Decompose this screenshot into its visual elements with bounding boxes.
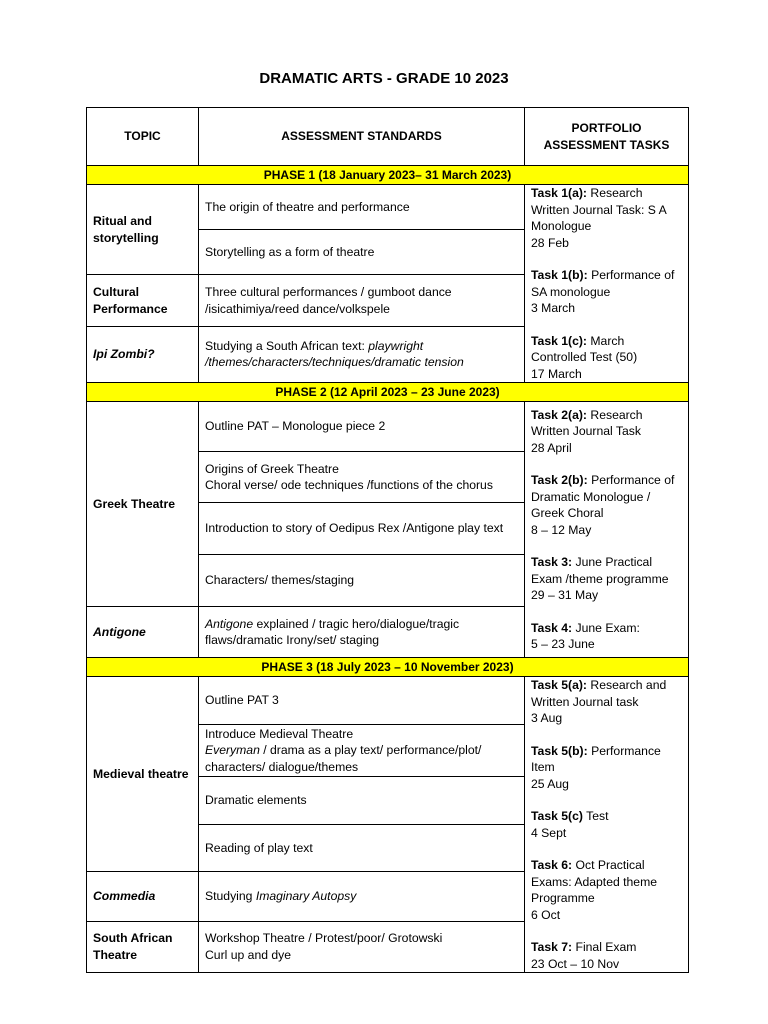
standard-cell: Outline PAT 3 <box>199 677 525 725</box>
topic-cell: Antigone <box>87 607 199 658</box>
table-row <box>87 185 689 230</box>
table-row <box>87 677 689 725</box>
header-topic: TOPIC <box>87 108 199 166</box>
standard-cell: Studying a South African text: playwright /themes/characters/techniques/dramatic tension <box>199 326 525 382</box>
task-item: Task 2(a): Research Written Journal Task 28 April <box>531 407 643 455</box>
task-item: Task 7: Final Exam 23 Oct – 10 Nov <box>531 940 637 971</box>
standard-cell: Three cultural performances / gumboot dance /isicathimiya/reed dance/volkspele <box>199 275 525 326</box>
task-item: Task 3: June Practical Exam /theme programme 29 – 31 May <box>531 555 669 602</box>
standard-cell: Outline PAT – Monologue piece 2 <box>199 402 525 452</box>
standard-cell: Storytelling as a form of theatre <box>199 230 525 275</box>
header-tasks: PORTFOLIO ASSESSMENT TASKS <box>525 108 689 166</box>
phase-2-label: PHASE 2 (12 April 2023 – 23 June 2023) <box>87 383 689 402</box>
topic-cell: Medieval theatre <box>87 677 199 872</box>
standard-cell: Characters/ themes/staging <box>199 555 525 607</box>
topic-cell: Ipi Zombi? <box>87 326 199 382</box>
schedule-table <box>86 107 689 973</box>
phase-row <box>87 658 689 677</box>
standard-cell: Studying Imaginary Autopsy <box>199 872 525 921</box>
tasks-cell <box>525 677 689 973</box>
task-item: Task 1(b): Performance of SA monologue 3 March <box>531 268 675 315</box>
standard-cell: Introduce Medieval Theatre Everyman / drama as a play text/ performance/plot/ characters/ dialogue/themes <box>199 725 525 776</box>
standard-cell: Antigone explained / tragic hero/dialogue/tragic flaws/dramatic Irony/set/ staging <box>199 607 525 658</box>
phase-row <box>87 166 689 185</box>
document-title: DRAMATIC ARTS - GRADE 10 2023 <box>259 70 509 87</box>
table-row <box>87 402 689 452</box>
task-item: Task 4: June Exam: 5 – 23 June <box>531 620 640 651</box>
task-item: Task 1(c): March Controlled Test (50) 17 March <box>531 333 638 381</box>
standard-cell: Origins of Greek Theatre Choral verse/ ode techniques /functions of the chorus <box>199 452 525 503</box>
standard-cell: Dramatic elements <box>199 776 525 824</box>
standard-cell: The origin of theatre and performance <box>199 185 525 230</box>
standard-cell: Reading of play text <box>199 824 525 871</box>
topic-cell: South African Theatre <box>87 921 199 972</box>
phase-3-label: PHASE 3 (18 July 2023 – 10 November 2023) <box>87 658 689 677</box>
task-item: Task 1(a): Research Written Journal Task: S A Monologue 28 Feb <box>531 186 667 250</box>
task-item: Task 5(c) Test 4 Sept <box>531 809 609 840</box>
phase-row <box>87 383 689 402</box>
topic-cell: Cultural Performance <box>87 275 199 326</box>
tasks-cell <box>525 402 689 658</box>
task-item: Task 5(a): Research and Written Journal task 3 Aug <box>531 678 667 725</box>
standard-cell: Introduction to story of Oedipus Rex /Antigone play text <box>199 503 525 555</box>
header-standards: ASSESSMENT STANDARDS <box>199 108 525 166</box>
phase-1-label: PHASE 1 (18 January 2023– 31 March 2023) <box>87 166 689 185</box>
standard-cell: Workshop Theatre / Protest/poor/ Grotowski Curl up and dye <box>199 921 525 972</box>
task-item: Task 6: Oct Practical Exams: Adapted theme Programme 6 Oct <box>531 858 658 922</box>
tasks-cell <box>525 185 689 383</box>
header-row <box>87 108 689 166</box>
topic-cell: Ritual and storytelling <box>87 185 199 275</box>
topic-cell: Commedia <box>87 872 199 921</box>
task-item: Task 2(b): Performance of Dramatic Monologue / Greek Choral 8 – 12 May <box>531 473 675 537</box>
topic-cell: Greek Theatre <box>87 402 199 607</box>
task-item: Task 5(b): Performance Item 25 Aug <box>531 743 661 791</box>
